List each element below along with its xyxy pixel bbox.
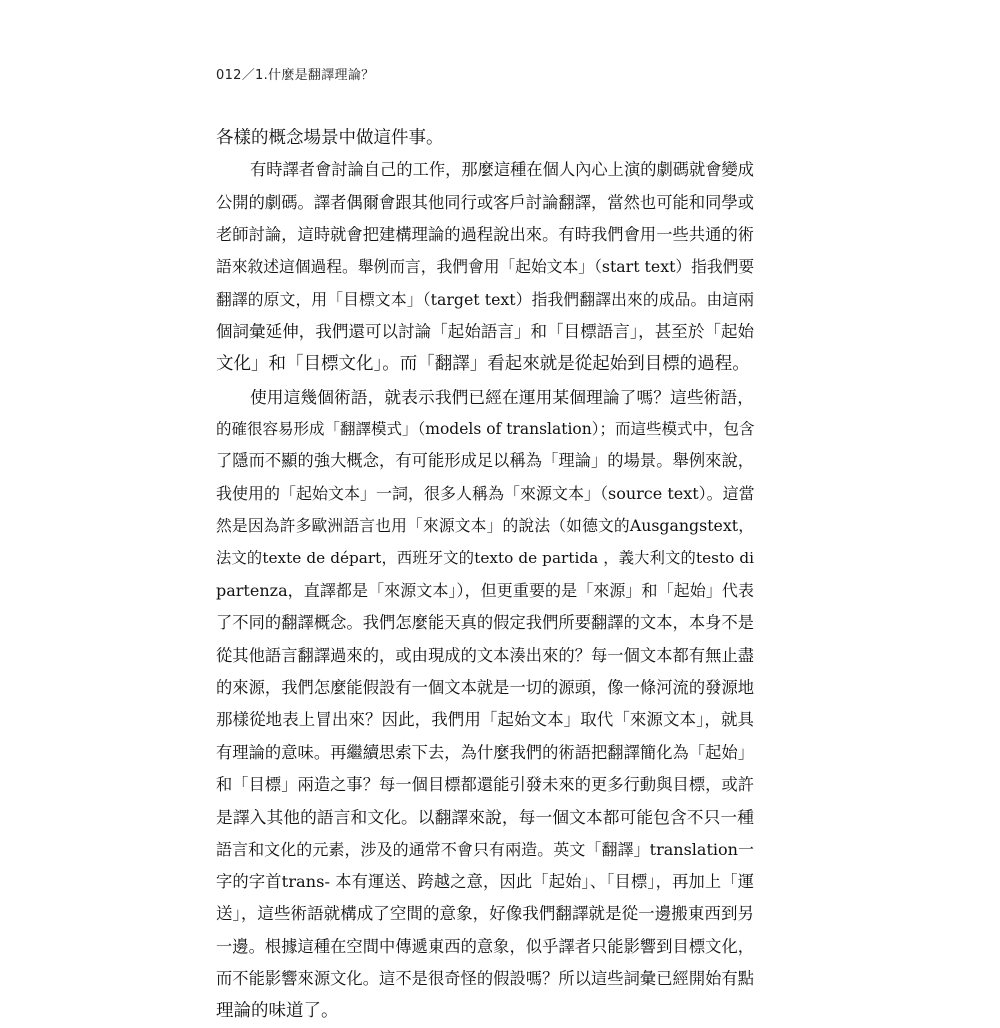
- text-line: 老師討論，這時就會把建構理論的過程說出來。有時我們會用一些共通的術: [216, 225, 754, 245]
- body-text: [216, 122, 754, 1028]
- text-line: 從其他語言翻譯過來的，或由現成的文本湊出來的？每一個文本都有無止盡: [216, 645, 754, 665]
- text-line: 我使用的「起始文本」一詞，很多人稱為「來源文本」（source text）。這當: [216, 483, 755, 503]
- text-line: 和「目標」兩造之事？每一個目標都還能引發未來的更多行動與目標，或許: [216, 774, 754, 794]
- text-line: 有理論的意味。再繼續思索下去，為什麼我們的術語把翻譯簡化為「起始」: [216, 742, 754, 762]
- text-line: 個詞彙延伸，我們還可以討論「起始語言」和「目標語言」，甚至於「起始: [216, 322, 754, 342]
- text-line: 那樣從地表上冒出來？因此，我們用「起始文本」取代「來源文本」，就具: [216, 710, 754, 730]
- text-line: 翻譯的原文，用「目標文本」（target text）指我們翻譯出來的成品。由這兩: [216, 289, 754, 309]
- text-line: 了不同的翻譯概念。我們怎麼能天真的假定我們所要翻譯的文本，本身不是: [216, 613, 754, 633]
- text-line: 語來敘述這個過程。舉例而言，我們會用「起始文本」（start text）指我們要: [216, 257, 755, 277]
- text-line: 字的字首trans- 本有運送、跨越之意，因此「起始」、「目標」，再加上「運: [216, 871, 754, 891]
- text-line: 是譯入其他的語言和文化。以翻譯來說，每一個文本都可能包含不只一種: [216, 807, 754, 828]
- text-line: 而不能影響來源文化。這不是很奇怪的假設嗎？所以這些詞彙已經開始有點: [216, 968, 754, 988]
- text-line: 的來源，我們怎麼能假設有一個文本就是一切的源頭，像一條河流的發源地: [216, 677, 754, 697]
- text-line: 語言和文化的元素，涉及的通常不會只有兩造。英文「翻譯」translation一: [216, 839, 754, 859]
- text-line: 公開的劇碼。譯者偶爾會跟其他同行或客戶討論翻譯，當然也可能和同學或: [216, 192, 754, 212]
- text-line: 的確很容易形成「翻譯模式」（models of translation）；而這些模式中，包含: [216, 420, 755, 439]
- text-line: 文化」和「目標文化」。而「翻譯」看起來就是從起始到目標的過程。: [216, 354, 750, 375]
- text-line: 各樣的概念場景中做這件事。: [216, 128, 444, 148]
- text-line: 了隱而不顯的強大概念，有可能形成足以稱為「理論」的場景。舉例來說，: [216, 451, 754, 471]
- text-line: partenza，直譯都是「來源文本」），但更重要的是「來源」和「起始」代表: [216, 580, 754, 600]
- text-line: 送」，這些術語就構成了空間的意象，好像我們翻譯就是從一邊搬東西到另: [216, 904, 754, 924]
- text-line: 理論的味道了。: [216, 1001, 339, 1022]
- text-line: 使用這幾個術語，就表示我們已經在運用某個理論了嗎？這些術語，: [250, 386, 754, 407]
- text-line: 一邊。根據這種在空間中傳遞東西的意象，似乎譯者只能影響到目標文化，: [216, 936, 754, 956]
- text-line: 法文的texte de départ，西班牙文的texto de partida ，義大利文的testo di: [216, 549, 754, 568]
- running-head: 012／1.什麼是翻譯理論？: [216, 68, 375, 83]
- text-line: 然是因為許多歐洲語言也用「來源文本」的說法（如德文的Ausgangstext，: [216, 516, 754, 536]
- text-line: 有時譯者會討論自己的工作，那麼這種在個人內心上演的劇碼就會變成: [250, 160, 754, 180]
